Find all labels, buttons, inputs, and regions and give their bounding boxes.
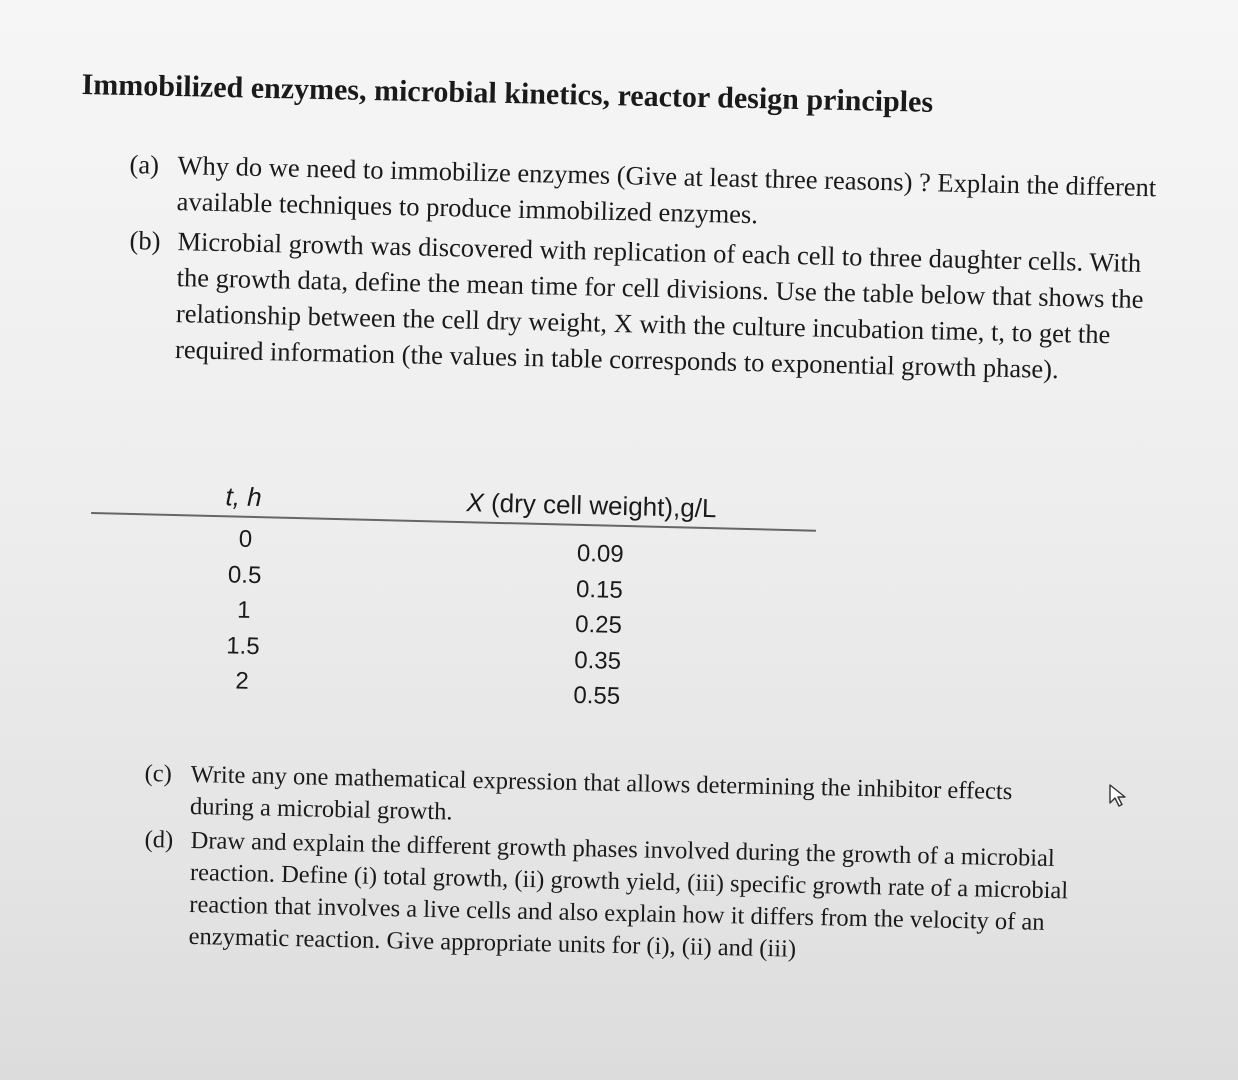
table-cell-weight: 0.35 bbox=[574, 646, 622, 675]
question-a-text: Why do we need to immobilize enzymes (Give at least three reasons) ? Explain the different available techniques to produce immobilized enzymes. bbox=[176, 150, 1157, 230]
question-d-label: (d) bbox=[144, 825, 174, 854]
table-cell-time: 0.5 bbox=[227, 560, 262, 589]
table-cell-weight: 0.15 bbox=[575, 575, 624, 604]
table-header-weight bbox=[466, 487, 717, 524]
table-cell-weight: 0.55 bbox=[573, 681, 621, 710]
table-cell-weight: 0.25 bbox=[574, 610, 623, 639]
question-d-text: Draw and explain the different growth phases involved during the growth of a microbial reaction. Define (i) total growth, (ii) growth yield, (iii) specific growth rate of a microbial reaction that involves a live cells and also explain how it differs from the velocity of an enzymatic reaction. Give appropriate units for (i), (ii) and (iii) bbox=[188, 826, 1069, 963]
table-column-weight bbox=[556, 535, 640, 714]
table-header-weight-text: (dry cell weight),g/L bbox=[483, 487, 717, 524]
question-d bbox=[142, 824, 1074, 971]
question-b bbox=[127, 222, 1170, 390]
table-cell-time: 1.5 bbox=[225, 631, 260, 660]
question-c-text: Write any one mathematical expression that allows determining the inhibitor effects during a microbial growth. bbox=[189, 760, 1013, 826]
question-b-label: (b) bbox=[129, 224, 161, 256]
question-a-label: (a) bbox=[129, 148, 160, 180]
page-title: Immobilized enzymes, microbial kinetics, reactor design principles bbox=[81, 68, 934, 119]
question-c-label: (c) bbox=[144, 759, 173, 788]
table-cell-weight: 0.09 bbox=[576, 539, 624, 569]
growth-data-table bbox=[92, 478, 822, 710]
table-column-time bbox=[207, 521, 281, 700]
table-header-weight-symbol: X bbox=[466, 487, 485, 518]
table-cell-time: 2 bbox=[235, 667, 250, 695]
table-cell-time: 0 bbox=[238, 525, 253, 553]
table-cell-time: 1 bbox=[236, 596, 251, 624]
mouse-pointer-icon bbox=[1108, 783, 1130, 809]
table-header-time: t, h bbox=[225, 481, 263, 513]
question-b-text: Microbial growth was discovered with replication of each cell to three daughter cells. With the growth data, define the mean time for cell divisions. Use the table below that shows the relationship between the cell dry weight, X with the culture incubation time, t, to get the required information (the values in table corresponds to exponential growth phase). bbox=[174, 226, 1144, 385]
